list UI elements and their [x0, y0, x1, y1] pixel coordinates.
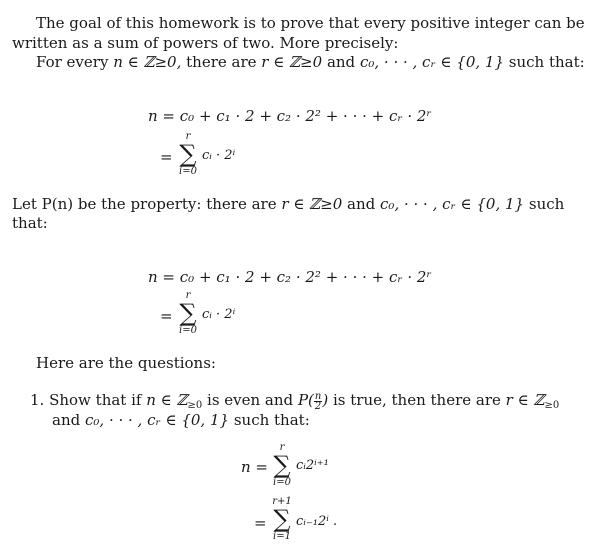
q1-sum2-bottom: i=1	[273, 531, 291, 542]
property-line-1-mid: and	[347, 195, 376, 213]
q1-line-2-prefix: and	[52, 411, 81, 429]
q1-sum1-top: r	[279, 442, 285, 453]
eq2-sum-bottom: i=0	[179, 325, 197, 336]
q1-line-1-mid: is even and	[207, 391, 294, 409]
intro-line-3	[36, 53, 585, 71]
q1-sum2	[269, 496, 295, 542]
eq2-expansion: n = c₀ + c₁ · 2 + c₂ · 2² + · · · + cᵣ · 2ʳ	[148, 268, 432, 286]
sigma-icon: ∑	[273, 451, 291, 479]
eq1-sum-top: r	[185, 131, 191, 142]
q1-n-in-z: n ∈ ℤ$_{\ge 0}$	[146, 391, 203, 411]
c-set: c₀, · · · , cᵣ ∈ {0, 1}	[359, 53, 505, 71]
questions-heading: Here are the questions:	[36, 354, 216, 372]
intro-line-1: The goal of this homework is to prove that every positive integer can be	[36, 14, 585, 32]
eq1-equals: =	[160, 148, 173, 166]
property-c-set: c₀, · · · , cᵣ ∈ {0, 1}	[380, 195, 525, 213]
q1-sum1	[269, 442, 295, 488]
eq2-sum-term: cᵢ · 2ⁱ	[202, 307, 236, 322]
intro-line-2: written as a sum of powers of two. More precisely:	[12, 34, 399, 52]
eq2-equals: =	[160, 307, 173, 325]
intro-line-3-suffix: such that:	[508, 53, 585, 71]
sigma-icon: ∑	[179, 299, 197, 327]
property-line-1-suffix: such	[528, 195, 565, 213]
property-line-2: that:	[12, 214, 48, 232]
eq1-sum-bottom: i=0	[179, 166, 197, 177]
eq1-sum	[175, 131, 201, 177]
q1-sum1-lhs: n =	[241, 458, 268, 476]
eq1-sum-term: cᵢ · 2ⁱ	[202, 148, 236, 163]
eq2-sum-top: r	[185, 290, 191, 301]
q1-sum1-bottom: i=0	[273, 477, 291, 488]
q1-number: 1.	[30, 391, 45, 409]
q1-sum1-term: cᵢ2ⁱ⁺¹	[296, 458, 329, 473]
q1-line-1-prefix: Show that if	[49, 391, 142, 409]
q1-sum2-top: r+1	[272, 496, 292, 507]
property-r-in-z: r ∈ ℤ≥0	[281, 195, 343, 213]
q1-sum2-term: cᵢ₋₁2ⁱ .	[296, 514, 338, 529]
q1-line-2	[52, 411, 310, 429]
q1-p-half: P( $\frac{n}{2}$ )	[297, 390, 329, 412]
q1-sum2-equals: =	[254, 514, 267, 532]
eq2-sum	[175, 290, 201, 336]
q1-r-in-z: r ∈ ℤ$_{\ge 0}$	[505, 391, 560, 411]
intro-line-3-mid2: and	[326, 53, 356, 71]
eq1-expansion: n = c₀ + c₁ · 2 + c₂ · 2² + · · · + cᵣ · 2ʳ	[148, 107, 432, 125]
sigma-icon: ∑	[179, 140, 197, 168]
n-in-z: n ∈ ℤ≥0,	[113, 53, 182, 71]
property-line-1	[12, 195, 564, 213]
intro-line-3-mid1: there are	[186, 53, 257, 71]
q1-c-set: c₀, · · · , cᵣ ∈ {0, 1}	[85, 411, 230, 429]
q1-line-2-suffix: such that:	[233, 411, 310, 429]
sigma-icon: ∑	[273, 505, 291, 533]
r-in-z: r ∈ ℤ≥0	[261, 53, 323, 71]
q1-line-1-mid2: is true, then there are	[332, 391, 501, 409]
intro-line-3-prefix: For every	[36, 53, 109, 71]
property-line-1-prefix: Let P(n) be the property: there are	[12, 195, 277, 213]
